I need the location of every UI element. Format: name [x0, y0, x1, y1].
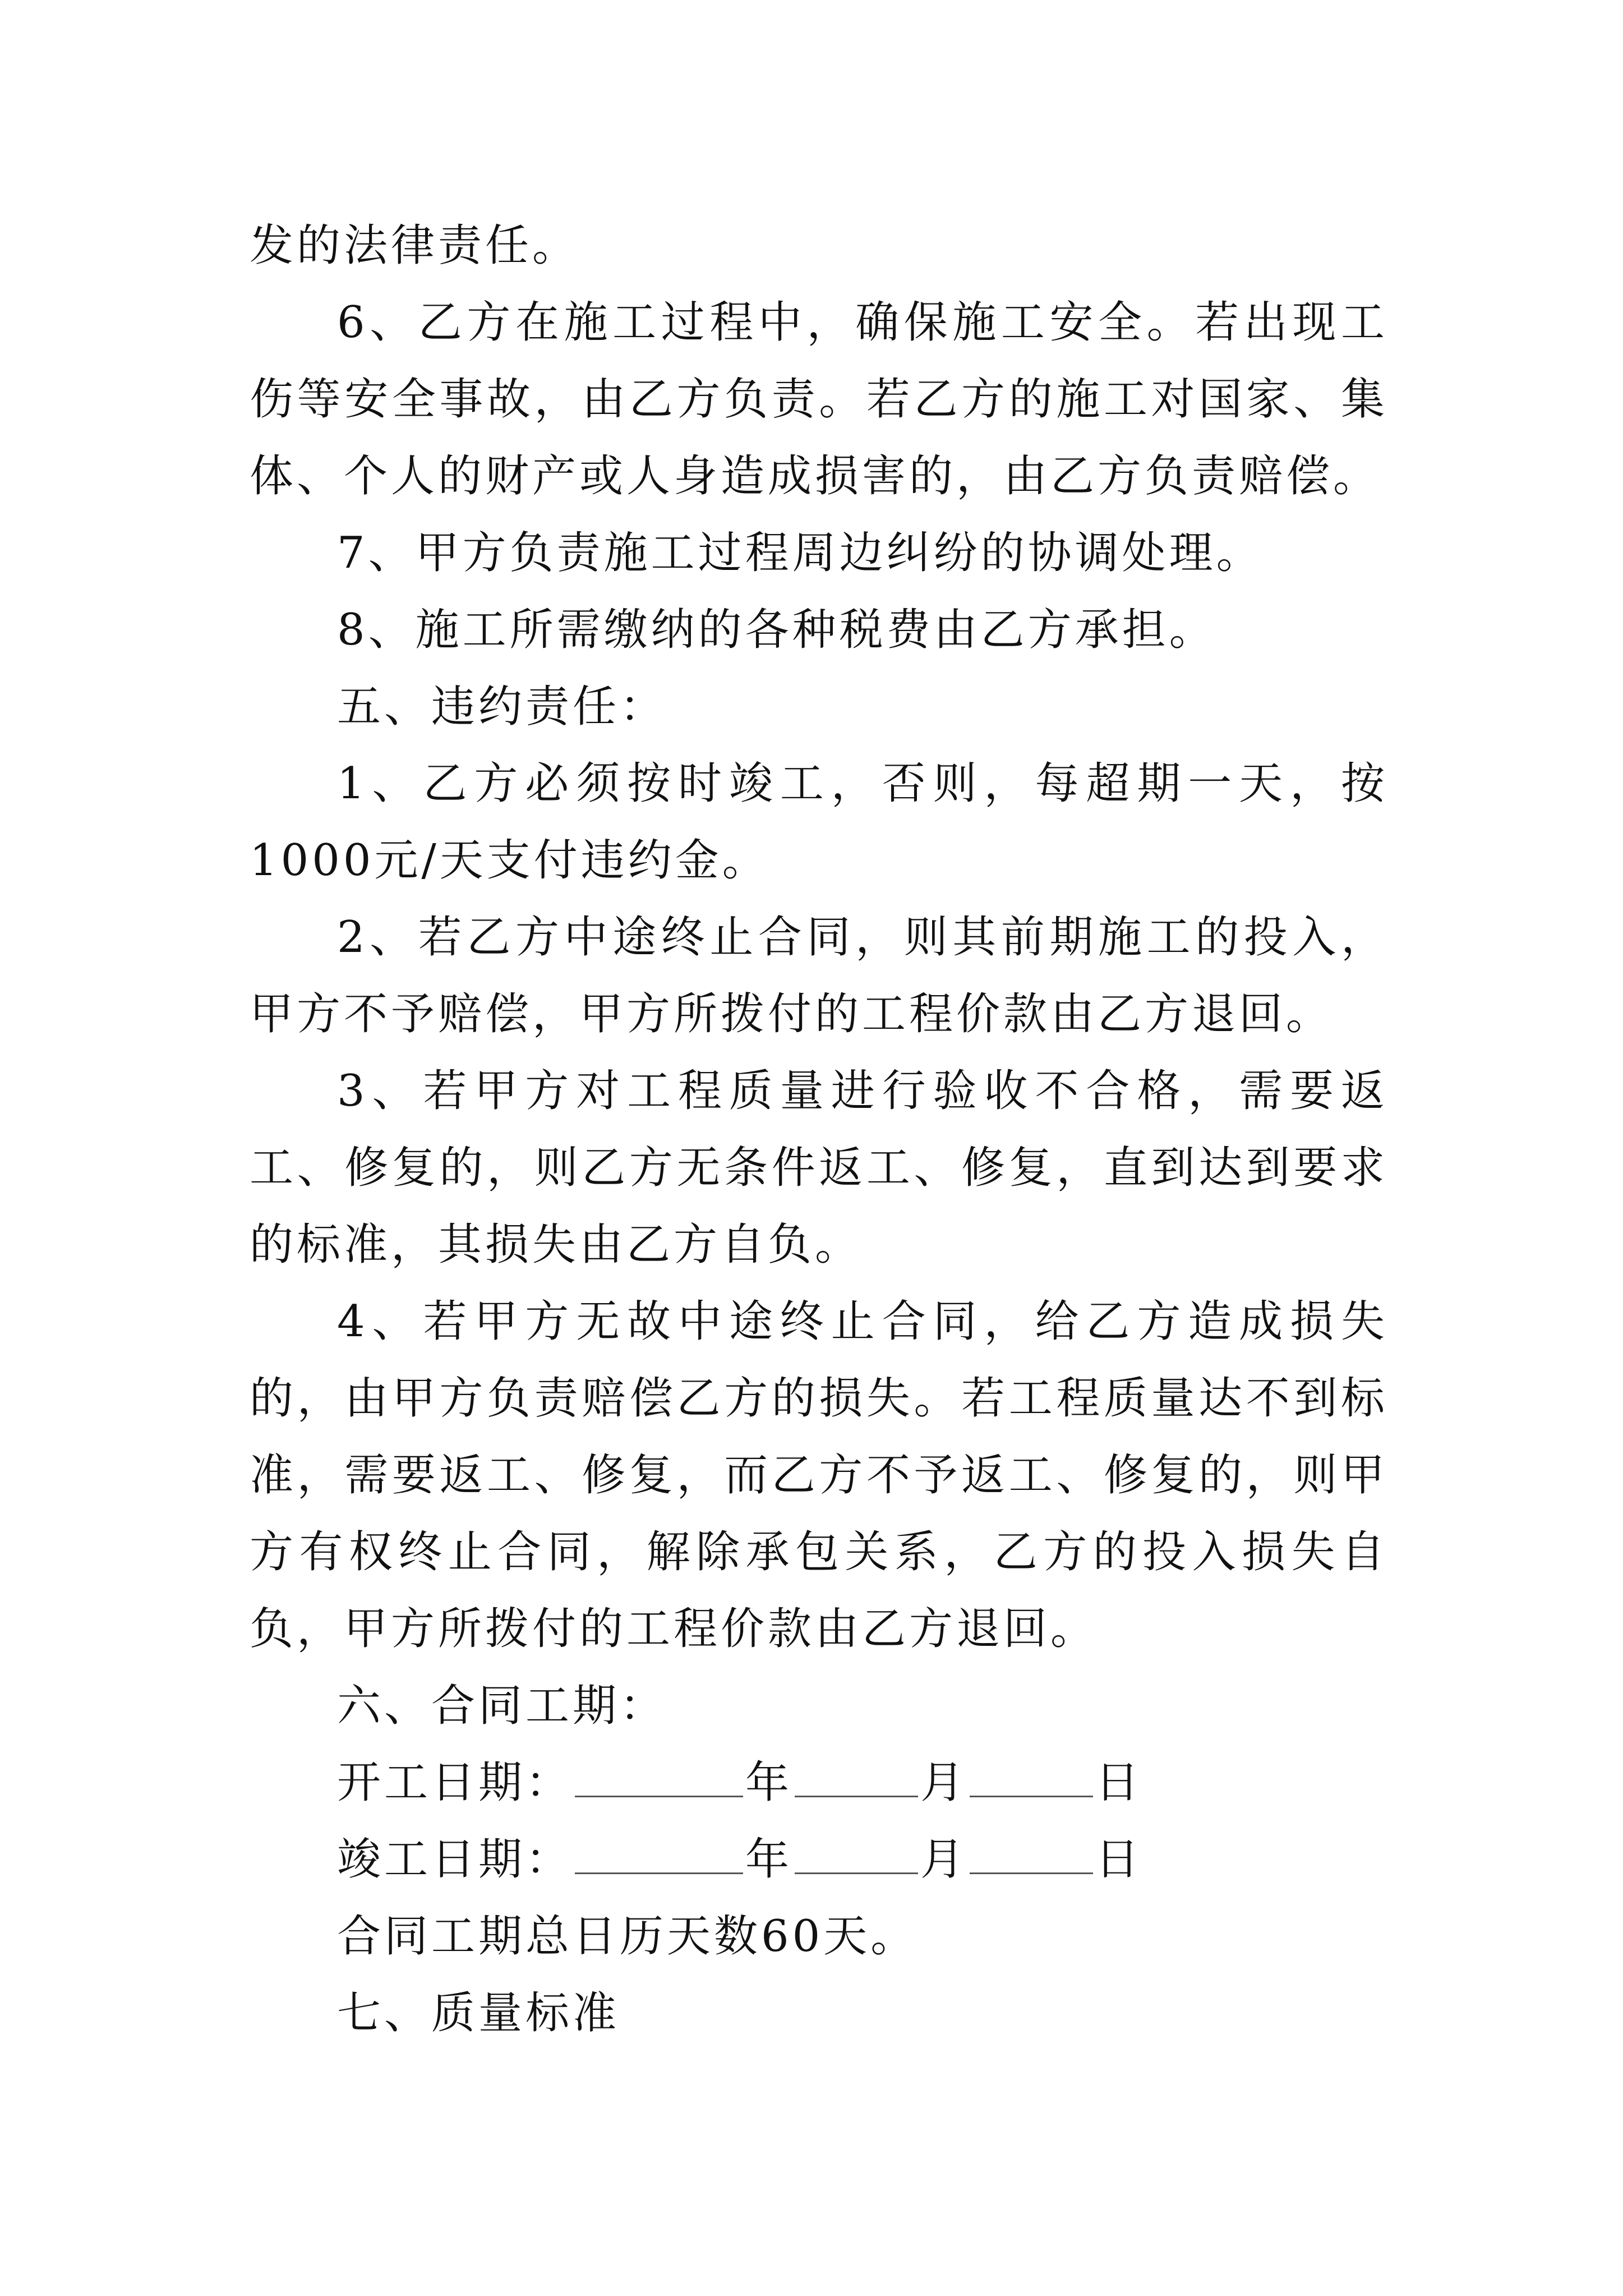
breach-clause-2: 2、若乙方中途终止合同，则其前期施工的投入，甲方不予赔偿，甲方所拨付的工程价款由乙方退回。: [250, 912, 1388, 1039]
start-day-blank: [970, 1762, 1093, 1797]
section-heading-quality-standard: 七、质量标准: [337, 1988, 620, 2039]
end-day-unit: 日: [1095, 1834, 1143, 1885]
end-year-blank: [575, 1839, 743, 1874]
clause-6: 6、乙方在施工过程中，确保施工安全。若出现工伤等安全事故，由乙方负责。若乙方的施工对国家、集体、个人的财产或人身造成损害的，由乙方负责赔偿。: [250, 297, 1388, 501]
section-heading-contract-period: 六、合同工期：: [337, 1681, 667, 1731]
start-date-line: [250, 1745, 1388, 1821]
clause-8: 8、施工所需缴纳的各种税费由乙方承担。: [337, 605, 1216, 655]
start-year-blank: [575, 1762, 743, 1797]
paragraph-continuation: 发的法律责任。: [250, 220, 580, 271]
start-year-unit: 年: [745, 1757, 793, 1808]
start-month-blank: [795, 1762, 918, 1797]
end-day-blank: [970, 1839, 1093, 1874]
start-date-label: 开工日期：: [337, 1757, 573, 1808]
clause-7: 7、甲方负责施工过程周边纠纷的协调处理。: [337, 528, 1264, 578]
end-month-blank: [795, 1839, 918, 1874]
end-month-unit: 月: [920, 1834, 968, 1885]
end-date-label: 竣工日期：: [337, 1834, 573, 1885]
start-day-unit: 日: [1095, 1757, 1143, 1808]
section-heading-breach-liability: 五、违约责任：: [337, 682, 667, 732]
document-body: [250, 208, 1388, 2052]
breach-clause-3: 3、若甲方对工程质量进行验收不合格，需要返工、修复的，则乙方无条件返工、修复，直到达到要求的标准，其损失由乙方自负。: [250, 1066, 1388, 1270]
breach-clause-4: 4、若甲方无故中途终止合同，给乙方造成损失的，由甲方负责赔偿乙方的损失。若工程质量达不到标准，需要返工、修复，而乙方不予返工、修复的，则甲方有权终止合同，解除承包关系，乙方的投入损失自负，甲方所拨付的工程价款由乙方退回。: [250, 1296, 1388, 1654]
end-year-unit: 年: [745, 1834, 793, 1885]
end-date-line: [250, 1821, 1388, 1898]
breach-clause-1: 1、乙方必须按时竣工，否则，每超期一天，按1000元/天支付违约金。: [250, 758, 1388, 886]
total-calendar-days: 合同工期总日历天数60天。: [337, 1911, 918, 1962]
start-month-unit: 月: [920, 1757, 968, 1808]
